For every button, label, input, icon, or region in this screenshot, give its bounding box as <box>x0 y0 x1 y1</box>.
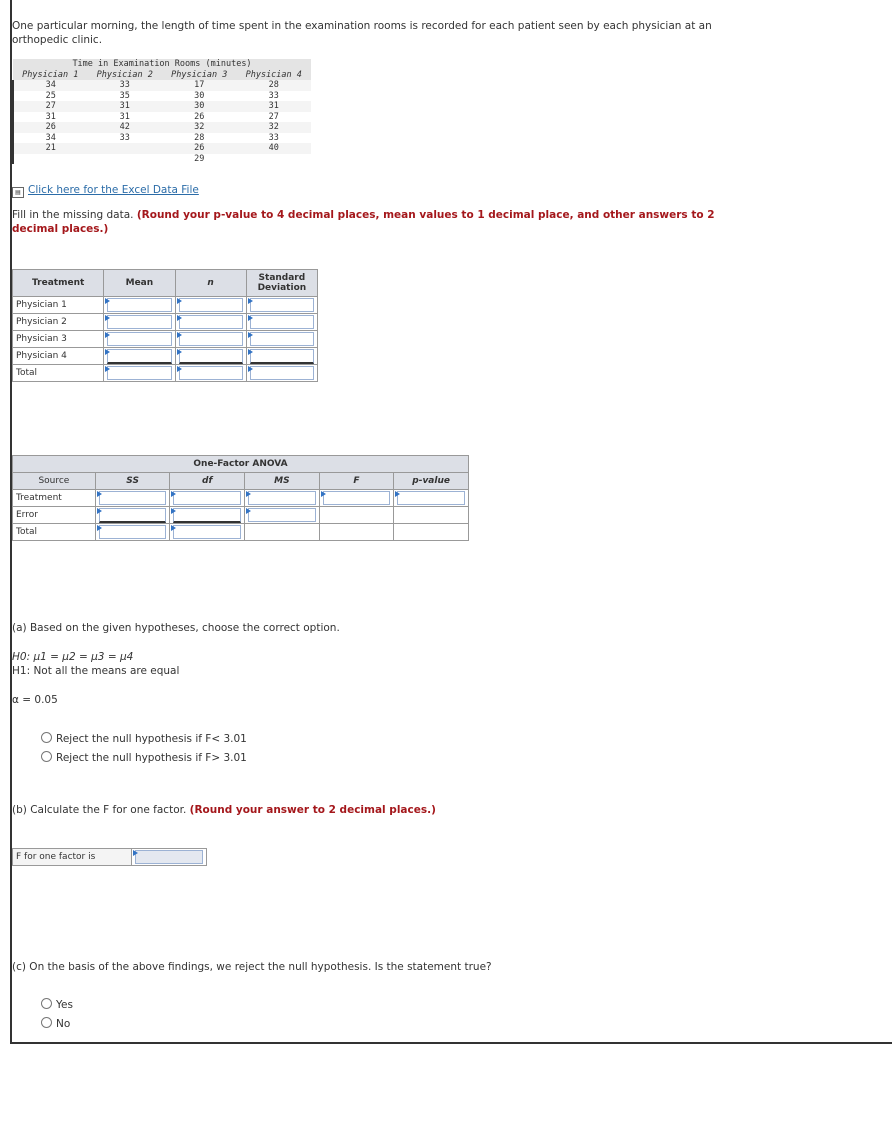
data-cell: 33 <box>237 91 312 102</box>
data-cell: 30 <box>162 91 237 102</box>
mean-input-total[interactable] <box>104 365 175 382</box>
data-row <box>13 143 311 154</box>
sd-input-physician-2[interactable] <box>246 314 317 331</box>
data-cell: 21 <box>13 143 88 154</box>
data-cell: 31 <box>237 101 312 112</box>
sd-input-physician-1[interactable] <box>246 297 317 314</box>
instruction-plain: Fill in the missing data. <box>12 209 137 221</box>
exam-time-data-table <box>12 59 311 164</box>
ss-input-total[interactable] <box>95 524 170 541</box>
n-input-physician-4[interactable] <box>175 348 246 365</box>
data-cell: 33 <box>237 133 312 144</box>
empty-cell <box>394 507 469 524</box>
anova-header-f: F <box>319 473 394 490</box>
empty-cell <box>245 524 320 541</box>
data-cell: 26 <box>162 112 237 123</box>
ms-input-treatment[interactable] <box>245 490 320 507</box>
data-cell: 34 <box>13 80 88 91</box>
header-std-dev: Standard Deviation <box>246 270 317 297</box>
df-input-treatment[interactable] <box>170 490 245 507</box>
data-row <box>13 112 311 123</box>
data-cell <box>88 143 163 154</box>
row-label-total: Total <box>13 365 104 382</box>
df-input-error[interactable] <box>170 507 245 524</box>
n-input-physician-3[interactable] <box>175 331 246 348</box>
row-label-physician-3: Physician 3 <box>13 331 104 348</box>
data-cell: 32 <box>237 122 312 133</box>
radio-icon[interactable] <box>41 998 52 1009</box>
data-cell: 35 <box>88 91 163 102</box>
data-cell: 25 <box>13 91 88 102</box>
data-cell: 40 <box>237 143 312 154</box>
empty-cell <box>394 524 469 541</box>
null-hypothesis: H0: μ1 = μ2 = μ3 = μ4 <box>12 651 134 663</box>
data-row <box>13 133 311 144</box>
data-row <box>13 154 311 165</box>
excel-data-link[interactable] <box>12 183 199 198</box>
sd-input-physician-3[interactable] <box>246 331 317 348</box>
excel-link-text[interactable]: Click here for the Excel Data File <box>28 184 199 196</box>
data-cell <box>88 154 163 165</box>
ss-input-error[interactable] <box>95 507 170 524</box>
row-label-physician-1: Physician 1 <box>13 297 104 314</box>
data-row <box>13 80 311 91</box>
data-cell: 30 <box>162 101 237 112</box>
part-b-rounding: (Round your answer to 2 decimal places.) <box>189 804 436 816</box>
summary-stats-table <box>12 269 318 382</box>
header-n: n <box>175 270 246 297</box>
data-cell: 31 <box>88 101 163 112</box>
radio-icon[interactable] <box>41 732 52 743</box>
anova-header-p-value: p-value <box>394 473 469 490</box>
anova-header-source: Source <box>13 473 96 490</box>
mean-input-physician-3[interactable] <box>104 331 175 348</box>
data-cell: 27 <box>13 101 88 112</box>
f-value-label: F for one factor is <box>13 849 132 866</box>
option-label: Reject the null hypothesis if F< 3.01 <box>56 733 247 745</box>
data-cell: 28 <box>237 80 312 91</box>
data-row <box>13 101 311 112</box>
anova-header-df: df <box>170 473 245 490</box>
sd-input-physician-4[interactable] <box>246 348 317 365</box>
p-value-input-treatment[interactable] <box>394 490 469 507</box>
mean-input-physician-2[interactable] <box>104 314 175 331</box>
instruction-text <box>12 208 732 236</box>
option-label: No <box>56 1018 71 1030</box>
ss-input-treatment[interactable] <box>95 490 170 507</box>
data-cell <box>237 154 312 165</box>
data-table-title: Time in Examination Rooms (minutes) <box>72 59 252 69</box>
data-cell: 32 <box>162 122 237 133</box>
data-header-physician-4: Physician 4 <box>245 69 302 80</box>
instruction-rounding: (Round your p-value to 4 decimal places, mean values to 1 decimal place, and other answers to 2 decimal places.) <box>12 209 715 235</box>
anova-row-treatment: Treatment <box>13 490 96 507</box>
part-c-question: (c) On the basis of the above findings, we reject the null hypothesis. Is the statement true? <box>12 961 492 973</box>
option-reject-if-f-less[interactable] <box>41 732 247 746</box>
data-cell: 26 <box>162 143 237 154</box>
data-row <box>13 91 311 102</box>
anova-header-ss: SS <box>95 473 170 490</box>
data-cell: 26 <box>13 122 88 133</box>
radio-icon[interactable] <box>41 751 52 762</box>
part-a-question: (a) Based on the given hypotheses, choose the correct option. <box>12 622 340 634</box>
data-cell: 31 <box>88 112 163 123</box>
option-no[interactable] <box>41 1017 70 1031</box>
empty-cell <box>319 524 394 541</box>
data-cell: 29 <box>162 154 237 165</box>
row-label-physician-4: Physician 4 <box>13 348 104 365</box>
data-cell: 42 <box>88 122 163 133</box>
data-row <box>13 122 311 133</box>
data-cell: 33 <box>88 133 163 144</box>
anova-title: One-Factor ANOVA <box>13 456 469 473</box>
header-mean: Mean <box>104 270 175 297</box>
anova-table <box>12 455 469 541</box>
anova-row-total: Total <box>13 524 96 541</box>
mean-input-physician-4[interactable] <box>104 348 175 365</box>
data-header-physician-1: Physician 1 <box>22 69 79 80</box>
data-cell: 28 <box>162 133 237 144</box>
f-input-treatment[interactable] <box>319 490 394 507</box>
option-reject-if-f-greater[interactable] <box>41 751 247 765</box>
data-cell: 31 <box>13 112 88 123</box>
anova-row-error: Error <box>13 507 96 524</box>
option-label: Yes <box>56 999 73 1011</box>
row-label-physician-2: Physician 2 <box>13 314 104 331</box>
f-value-table <box>12 848 207 866</box>
data-cell: 33 <box>88 80 163 91</box>
ms-input-error[interactable] <box>245 507 320 524</box>
option-yes[interactable] <box>41 998 73 1012</box>
anova-header-ms: MS <box>245 473 320 490</box>
option-label: Reject the null hypothesis if F> 3.01 <box>56 752 247 764</box>
data-cell: 34 <box>13 133 88 144</box>
n-input-physician-1[interactable] <box>175 297 246 314</box>
part-b-text: (b) Calculate the F for one factor. <box>12 804 190 816</box>
excel-file-icon: ▤ <box>12 187 24 198</box>
alternative-hypothesis: H1: Not all the means are equal <box>12 665 180 677</box>
intro-text: One particular morning, the length of time spent in the examination rooms is recorded for each patient seen by each physician at an orthopedic clinic. <box>12 20 712 46</box>
mean-input-physician-1[interactable] <box>104 297 175 314</box>
part-b-question <box>12 803 436 817</box>
radio-icon[interactable] <box>41 1017 52 1028</box>
f-value-input[interactable] <box>132 849 207 866</box>
data-cell: 17 <box>162 80 237 91</box>
n-input-physician-2[interactable] <box>175 314 246 331</box>
df-input-total[interactable] <box>170 524 245 541</box>
data-cell <box>13 154 88 165</box>
data-header-physician-2: Physician 2 <box>96 69 153 80</box>
data-header-physician-3: Physician 3 <box>171 69 228 80</box>
alpha-level: α = 0.05 <box>12 694 58 706</box>
sd-input-total[interactable] <box>246 365 317 382</box>
n-input-total[interactable] <box>175 365 246 382</box>
empty-cell <box>319 507 394 524</box>
data-cell: 27 <box>237 112 312 123</box>
header-treatment: Treatment <box>13 270 104 297</box>
